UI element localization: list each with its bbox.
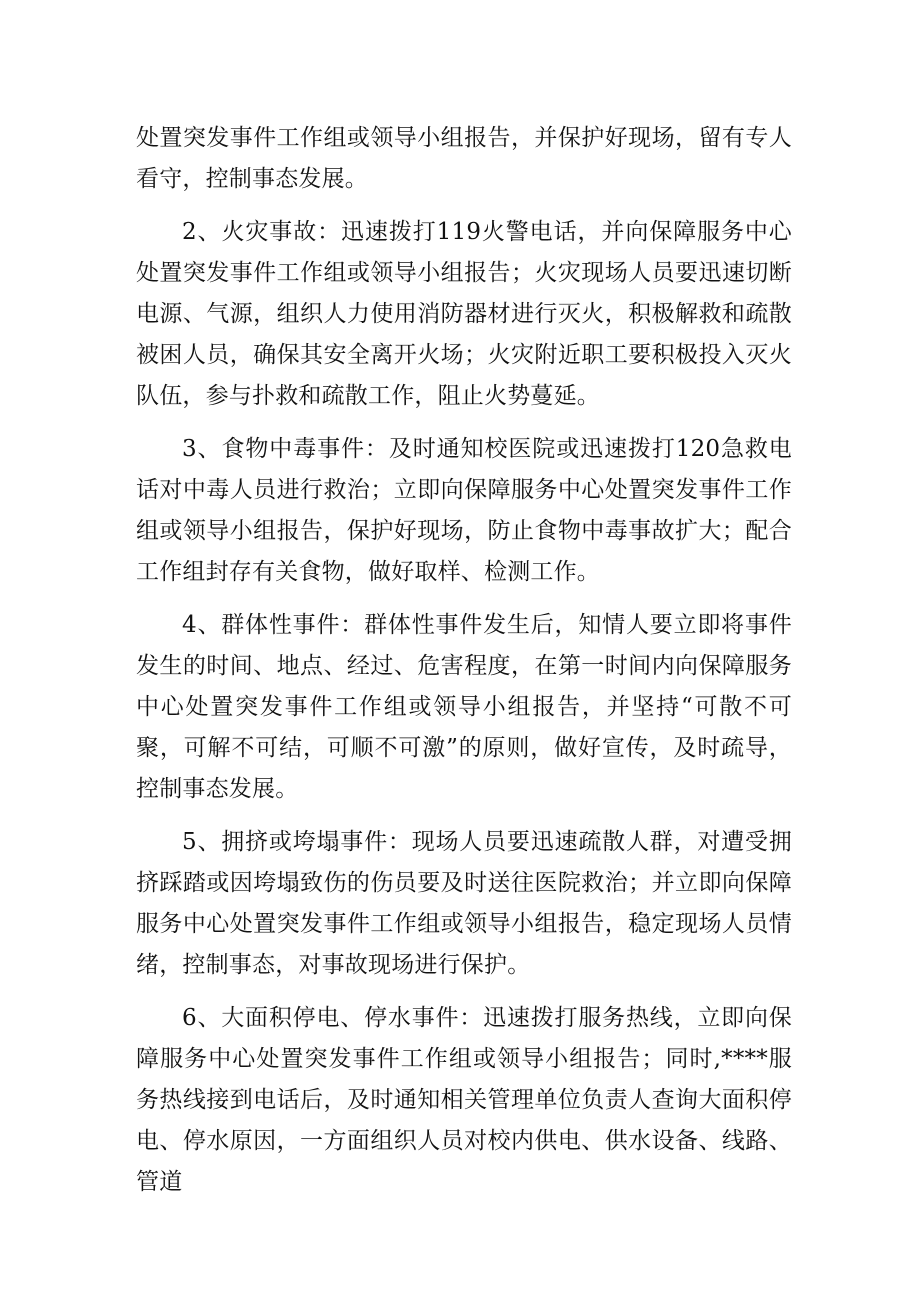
paragraph-power-water-outage: 6、大面积停电、停水事件：迅速拨打服务热线，立即向保障服务中心处置突发事件工作组或领导小组报告；同时,****服务热线接到电话后，及时通知相关管理单位负责人查询大面积停电、停水原因，一方面组织人员对校内供电、供水设备、线路、管道 <box>136 1005 792 1195</box>
paragraph-food-poisoning: 3、食物中毒事件：及时通知校医院或迅速拨打120急救电话对中毒人员进行救治；立即向保障服务中心处置突发事件工作组或领导小组报告，保护好现场，防止食物中毒事故扩大；配合工作组封存有关食物，做好取样、检测工作。 <box>136 436 792 585</box>
document-page <box>136 118 792 1215</box>
paragraph-mass-incident: 4、群体性事件：群体性事件发生后，知情人要立即将事件发生的时间、地点、经过、危害程度，在第一时间内向保障服务中心处置突发事件工作组或领导小组报告，并坚持“可散不可聚，可解不可结，可顺不可激”的原则，做好宣传，及时疏导，控制事态发展。 <box>136 612 792 802</box>
paragraph-fire-accident: 2、火灾事故：迅速拨打119火警电话，并向保障服务中心处置突发事件工作组或领导小组报告；火灾现场人员要迅速切断电源、气源，组织人力使用消防器材进行灭火，积极解救和疏散被困人员，确保其安全离开火场；火灾附近职工要积极投入灭火队伍，参与扑救和疏散工作，阻止火势蔓延。 <box>136 219 792 409</box>
paragraph-crowding-collapse: 5、拥挤或垮塌事件：现场人员要迅速疏散人群，对遭受拥挤踩踏或因垮塌致伤的伤员要及时送往医院救治；并立即向保障服务中心处置突发事件工作组或领导小组报告，稳定现场人员情绪，控制事态，对事故现场进行保护。 <box>136 829 792 978</box>
paragraph-continuation: 处置突发事件工作组或领导小组报告，并保护好现场，留有专人看守，控制事态发展。 <box>136 125 792 192</box>
